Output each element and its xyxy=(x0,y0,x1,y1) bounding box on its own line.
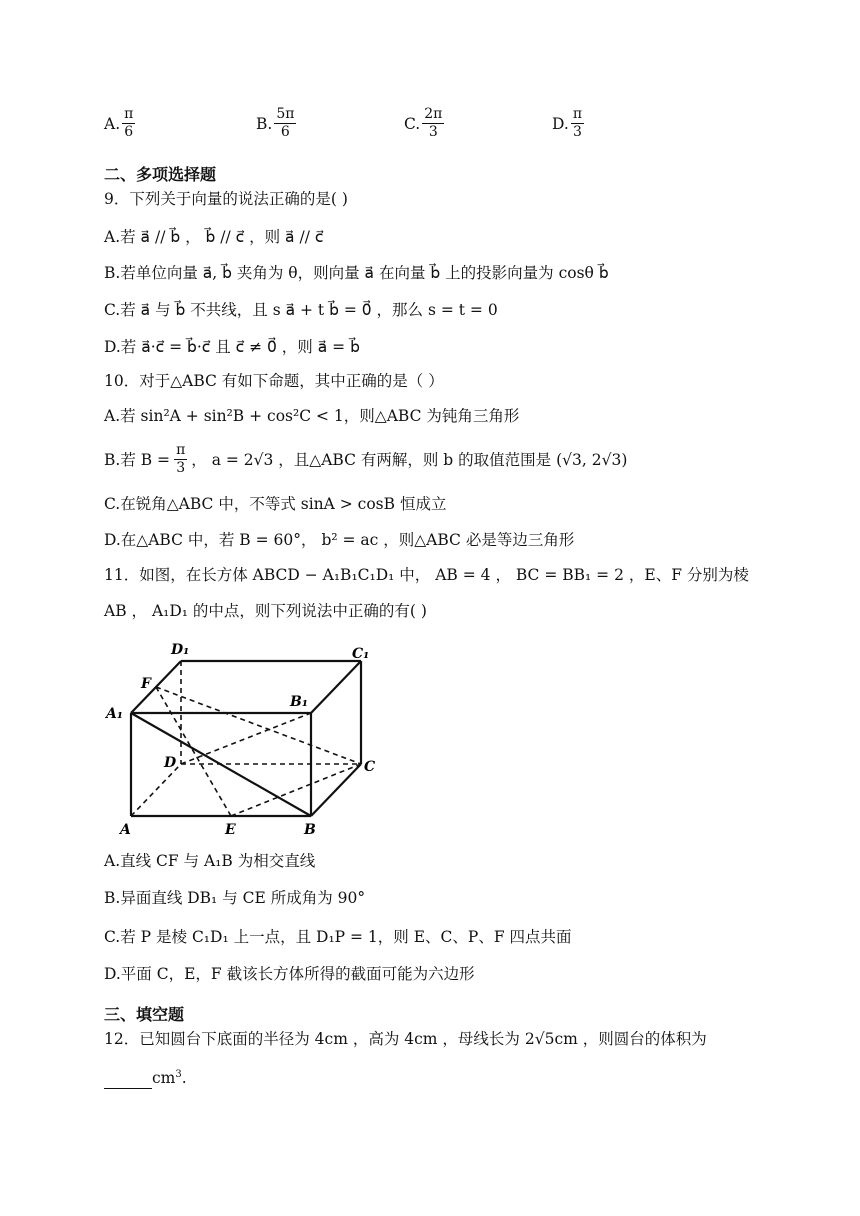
q10-option-b: B.若 B = $\frac{\pi}{3}$ ， a = 2√3 ，且△ABC 有两解，则 b 的取值范围是 (√3, 2√3) xyxy=(104,442,628,476)
q11-option-c: C.若 P 是棱 C₁D₁ 上一点，且 D₁P = 1，则 E、C、P、F 四点共面 xyxy=(104,928,572,946)
label-b1: B₁ xyxy=(290,694,308,710)
q9-option-d: D.若 a⃗·c⃗ = b⃗·c⃗ 且 c⃗ ≠ 0⃗ ，则 a⃗ = b⃗ xyxy=(104,338,360,356)
edge-b-c xyxy=(311,764,361,816)
segment-f-c xyxy=(156,687,361,764)
cuboid-figure xyxy=(100,636,400,841)
segment-f-e xyxy=(156,687,231,816)
section-heading-multiple-choice: 二、多项选择题 xyxy=(104,165,217,184)
q10-option-d: D.在△ABC 中，若 B = 60°， b² = ac ，则△ABC 必是等边三角形 xyxy=(104,531,575,549)
label-e: E xyxy=(225,822,236,838)
q8-option-c: C. $\frac{2\pi}{3}$ xyxy=(404,106,443,140)
label-f: F xyxy=(141,676,151,692)
q8-option-d: D. $\frac{\pi}{3}$ xyxy=(552,106,583,140)
q8-option-b: B. $\frac{5\pi}{6}$ xyxy=(256,106,295,140)
label-b: B xyxy=(304,822,316,838)
label-c: C xyxy=(364,759,376,775)
q11-stem-line2: AB ， A₁D₁ 的中点，则下列说法中正确的有( ) xyxy=(104,602,427,620)
q10-option-a: A.若 sin²A + sin²B + cos²C < 1，则△ABC 为钝角三角形 xyxy=(104,407,520,425)
label-a: A xyxy=(120,822,131,838)
q8-option-a: A. $\frac{\pi}{6}$ xyxy=(104,106,134,140)
label-a1: A₁ xyxy=(106,706,123,722)
q12-answer-blank[interactable] xyxy=(104,1073,152,1089)
edge-b1-c1 xyxy=(311,661,361,713)
q11-option-d: D.平面 C，E，F 截该长方体所得的截面可能为六边形 xyxy=(104,965,475,983)
label-d: D xyxy=(164,755,177,771)
edge-a-d xyxy=(131,764,181,816)
q9-option-c: C.若 a⃗ 与 b⃗ 不共线，且 s a⃗ + t b⃗ = 0⃗ ，那么 s = t = 0 xyxy=(104,301,498,319)
label-d1: D₁ xyxy=(171,642,190,658)
q9-option-b: B.若单位向量 a⃗, b⃗ 夹角为 θ，则向量 a⃗ 在向量 b⃗ 上的投影向量为 cosθ b⃗ xyxy=(104,264,609,282)
q9-option-a: A.若 a⃗ // b⃗ ， b⃗ // c⃗ ，则 a⃗ // c⃗ xyxy=(104,228,324,246)
q12-stem: 12．已知圆台下底面的半径为 4cm ，高为 4cm ，母线长为 2√5cm ，则圆台的体积为 xyxy=(104,1030,707,1048)
q12-answer-line: $cm^3$. xyxy=(104,1064,187,1089)
label-c1: C₁ xyxy=(352,646,370,662)
section-heading-fill-in: 三、填空题 xyxy=(104,1005,185,1024)
q11-option-a: A.直线 CF 与 A₁B 为相交直线 xyxy=(104,852,316,870)
q11-stem-line1: 11．如图，在长方体 ABCD − A₁B₁C₁D₁ 中， AB = 4 ， BC = BB₁ = 2 ，E、F 分别为棱 xyxy=(104,566,749,584)
q9-stem: 9．下列关于向量的说法正确的是( ) xyxy=(104,190,348,208)
q10-stem: 10．对于△ABC 有如下命题，其中正确的是（ ） xyxy=(104,372,444,390)
q10-option-c: C.在锐角△ABC 中，不等式 sinA > cosB 恒成立 xyxy=(104,495,447,513)
q11-option-b: B.异面直线 DB₁ 与 CE 所成角为 90° xyxy=(104,889,366,907)
